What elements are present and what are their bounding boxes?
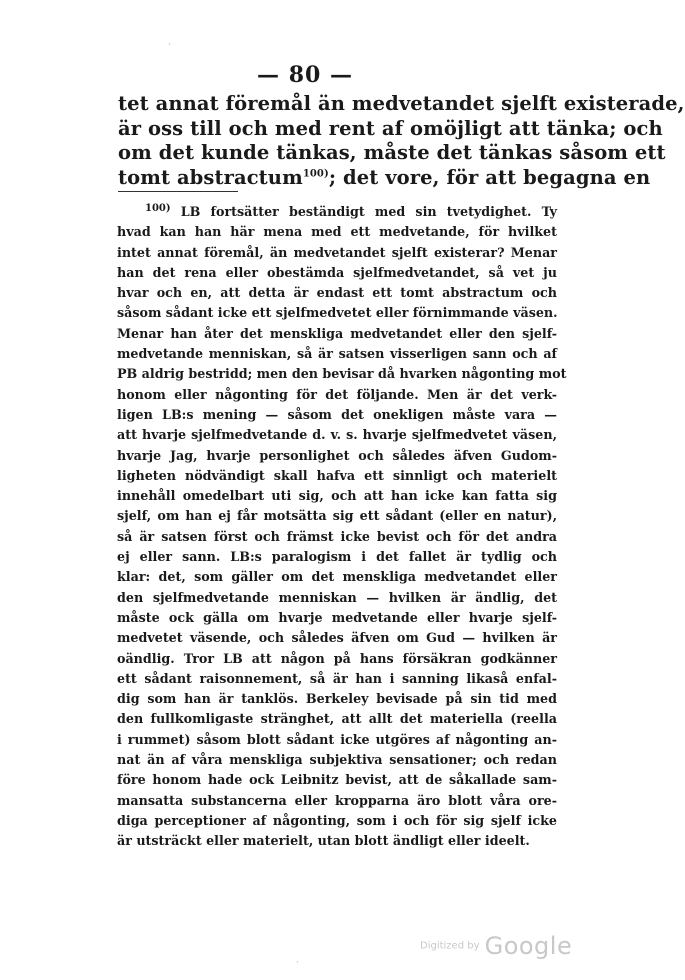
footnote-divider	[118, 191, 238, 192]
footnote-line: dig som han är tanklös. Berkeley bevisade på sin tid med	[117, 691, 557, 707]
footnote-line: i rummet) såsom blott sådant icke utgöres af någonting an-	[117, 731, 557, 747]
main-text	[118, 92, 685, 191]
footnote-line: ligen LB:s mening — såsom det onekligen måste vara —	[117, 406, 557, 422]
footnote-line: mansatta substancerna eller kropparna äro blott våra ore-	[117, 792, 557, 808]
footnote-line: oändlig. Tror LB att någon på hans försäkran godkänner	[117, 650, 557, 666]
footnote-line: att hvarje sjelfmedvetande d. v. s. hvarje sjelfmedvetet väsen,	[117, 427, 557, 443]
speck-mark: ·	[296, 958, 299, 967]
digitized-watermark	[420, 932, 572, 960]
body-line: är oss till och med rent af omöjligt att tänka; och	[118, 116, 663, 140]
footnote-line: diga perceptioner af någonting, som i och för sig sjelf icke	[117, 812, 557, 828]
footnote-line: ett sådant raisonnement, så är han i sanning likaså enfal-	[117, 670, 557, 686]
body-text-segment: tomt abstractum	[118, 166, 303, 190]
body-line: om det kunde tänkas, måste det tänkas såsom ett	[118, 141, 666, 165]
footnote-line: Menar han åter det menskliga medvetandet eller den sjelf-	[117, 325, 557, 341]
footnote-reference: 100)	[302, 168, 329, 180]
footnote-line: ej eller sann. LB:s paralogism i det fallet är tydlig och	[117, 549, 557, 565]
body-line-last	[118, 166, 651, 191]
footnote-line: medvetet väsende, och således äfven om Gud — hvilken är	[117, 630, 557, 646]
footnote-line: före honom hade ock Leibnitz bevist, att de såkallade sam-	[117, 772, 557, 788]
body-line: tet annat föremål än medvetandet sjelft existerade,	[118, 92, 685, 115]
footnote-line: är utsträckt eller materielt, utan blott ändligt eller ideelt.	[117, 833, 530, 849]
footnote-line: hvarje Jag, hvarje personlighet och således äfven Gudom-	[117, 447, 557, 463]
body-text-segment: ; det vore, för att begagna en	[328, 166, 651, 190]
footnote-lines	[117, 222, 567, 851]
footnote-text: LB fortsätter beständigt med sin tvetydighet. Ty	[170, 204, 557, 219]
footnote-line: såsom sådant icke ett sjelfmedvetet eller förnimmande väsen.	[117, 305, 558, 321]
speck-mark: ·	[168, 40, 171, 49]
footnote-line: den fullkomligaste stränghet, att allt det materiella (reella	[117, 711, 557, 727]
footnote-line: medvetande menniskan, så är satsen visserligen sann och af	[117, 346, 557, 362]
footnote-line: hvad kan han här mena med ett medvetande, för hvilket	[117, 224, 557, 240]
footnote-line: så är satsen först och främst icke bevist och för det andra	[117, 528, 557, 544]
footnote-line: sjelf, om han ej får motsätta sig ett sådant (eller en natur),	[117, 508, 557, 524]
google-logo: Google	[484, 932, 573, 960]
footnote-line: hvar och en, att detta är endast ett tomt abstractum och	[117, 285, 557, 301]
watermark-prefix: Digitized by	[420, 940, 480, 952]
footnote-line: klar: det, som gäller om det menskliga medvetandet eller	[117, 569, 557, 585]
footnote-line: den sjelfmedvetande menniskan — hvilken är ändlig, det	[117, 589, 557, 605]
footnote-line: ligheten nödvändigt skall hafva ett sinnligt och materielt	[117, 467, 557, 483]
footnote-line: honom eller någonting för det följande. Men är det verk-	[117, 386, 557, 402]
page-number: — 80 —	[257, 62, 353, 88]
footnote	[117, 202, 567, 852]
footnote-first-line	[117, 202, 557, 222]
footnote-line: måste ock gälla om hvarje medvetande eller hvarje sjelf-	[117, 609, 557, 625]
footnote-mark: 100)	[145, 202, 171, 214]
footnote-line: intet annat föremål, än medvetandet sjelft existerar? Menar	[117, 244, 557, 260]
footnote-line: PB aldrig bestridd; men den bevisar då hvarken någonting mot	[117, 366, 567, 382]
footnote-line: nat än af våra menskliga subjektiva sensationer; och redan	[117, 752, 557, 768]
footnote-line: innehåll omedelbart uti sig, och att han icke kan fatta sig	[117, 488, 557, 504]
footnote-line: han det rena eller obestämda sjelfmedvetandet, så vet ju	[117, 264, 557, 280]
